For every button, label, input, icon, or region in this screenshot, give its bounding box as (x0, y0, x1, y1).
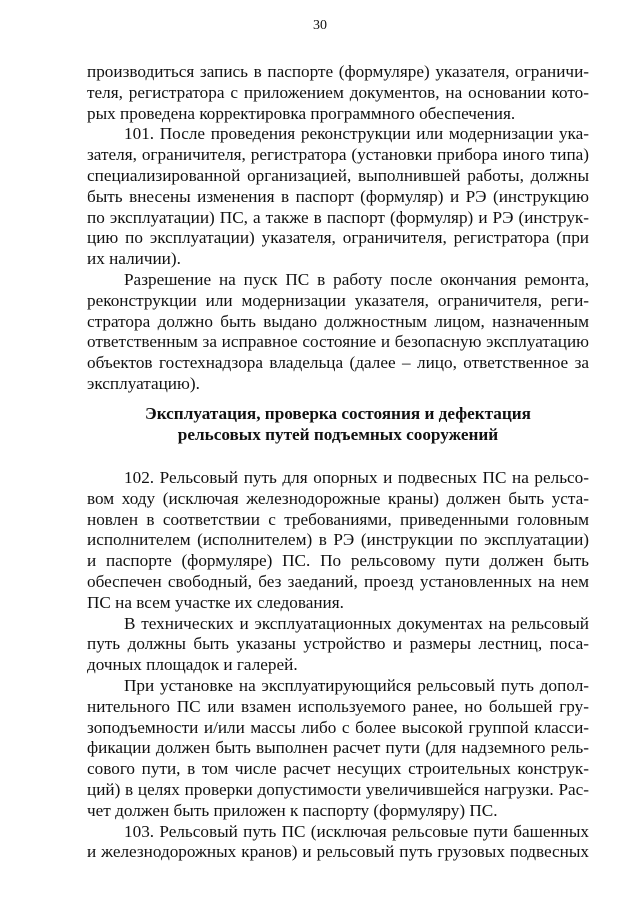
paragraph-start: При установке на эксплуатирующийся рельсовый путь допол- (124, 675, 589, 695)
paragraph-102-start: 102. Рельсовый путь для опорных и подвесных ПС на рельсо- (124, 468, 589, 487)
text-line: чет должен быть приложен к паспорту (формуляру) ПС. (87, 800, 498, 820)
section-heading-line-2: рельсовых путей подъемных сооружений (177, 424, 499, 444)
text-line: объектов гостехнадзора владельца (далее – лицо, ответственное за (87, 353, 589, 373)
text-block-1 (87, 62, 589, 395)
text-line: производиться запись в паспорте (формуляре) указателя, ограничи- (87, 62, 589, 81)
paragraph-103-start: 103. Рельсовый путь ПС (исключая рельсовые пути башенных (124, 821, 589, 841)
paragraph-start: В технических и эксплуатационных документах на рельсовый (124, 613, 589, 633)
text-line: сового пути, в том числе расчет несущих строительных конструк- (87, 759, 589, 779)
text-line: путь должны быть указаны устройство и размеры лестниц, поса- (87, 634, 589, 654)
text-line: дочных площадок и галерей. (87, 655, 298, 675)
text-block-2 (87, 468, 589, 863)
text-line: фикации должен быть выполнен расчет пути (для надземного рель- (87, 738, 589, 758)
text-line: нительного ПС или взамен используемого ранее, но большей гру- (87, 696, 589, 716)
text-line: и паспорте (формуляре) ПС. По рельсовому пути должен быть (87, 551, 589, 571)
text-line: теля, регистратора с приложением документов, на основании кото- (87, 82, 589, 102)
text-line: рых проведена корректировка программного обеспечения. (87, 103, 516, 123)
text-line: ПС на всем участке их следования. (87, 592, 344, 612)
text-line: эксплуатацию). (87, 373, 200, 393)
text-line: стратора должно быть выдано должностным лицом, назначенным (87, 311, 589, 331)
text-line: исполнителем (исполнителем) в РЭ (инструкции по эксплуатации) (87, 530, 589, 550)
text-line: зателя, ограничителя, регистратора (установки прибора иного типа) (87, 145, 589, 165)
text-line: специализированной организацией, выполнившей работы, должны (87, 165, 589, 185)
text-line: зоподъемности и/или массы либо с более высокой группой класси- (87, 717, 589, 737)
text-line: по эксплуатации) ПС, а также в паспорт (формуляр) и РЭ (инструк- (87, 207, 589, 227)
text-line: новлен в соответствии с требованиями, приведенными головным (87, 509, 589, 529)
text-line: ответственным за исправное состояние и безопасную эксплуатацию (87, 332, 589, 352)
text-line: вом ходу (исключая железнодорожные краны) должен быть уста- (87, 488, 589, 508)
text-line: их наличии). (87, 249, 181, 269)
text-line: и железнодорожных кранов) и рельсовый путь грузовых подвесных (87, 842, 589, 862)
section-heading-line-1: Эксплуатация, проверка состояния и дефектация (145, 404, 531, 423)
text-line: обеспечен свободный, без заеданий, проезд установленных на нем (87, 571, 589, 591)
text-line: цию по эксплуатации) указателя, ограничителя, регистратора (при (87, 228, 589, 248)
text-line: реконструкции или модернизации указателя, ограничителя, реги- (87, 290, 589, 310)
paragraph-start: Разрешение на пуск ПС в работу после окончания ремонта, (124, 269, 589, 289)
text-line: ций) в целях проверки допустимости увеличившейся нагрузки. Рас- (87, 779, 589, 799)
text-line: быть внесены изменения в паспорт (формуляр) и РЭ (инструкцию (87, 186, 589, 206)
paragraph-101-start: 101. После проведения реконструкции или модернизации ука- (124, 124, 589, 144)
page-number: 30 (313, 18, 327, 33)
